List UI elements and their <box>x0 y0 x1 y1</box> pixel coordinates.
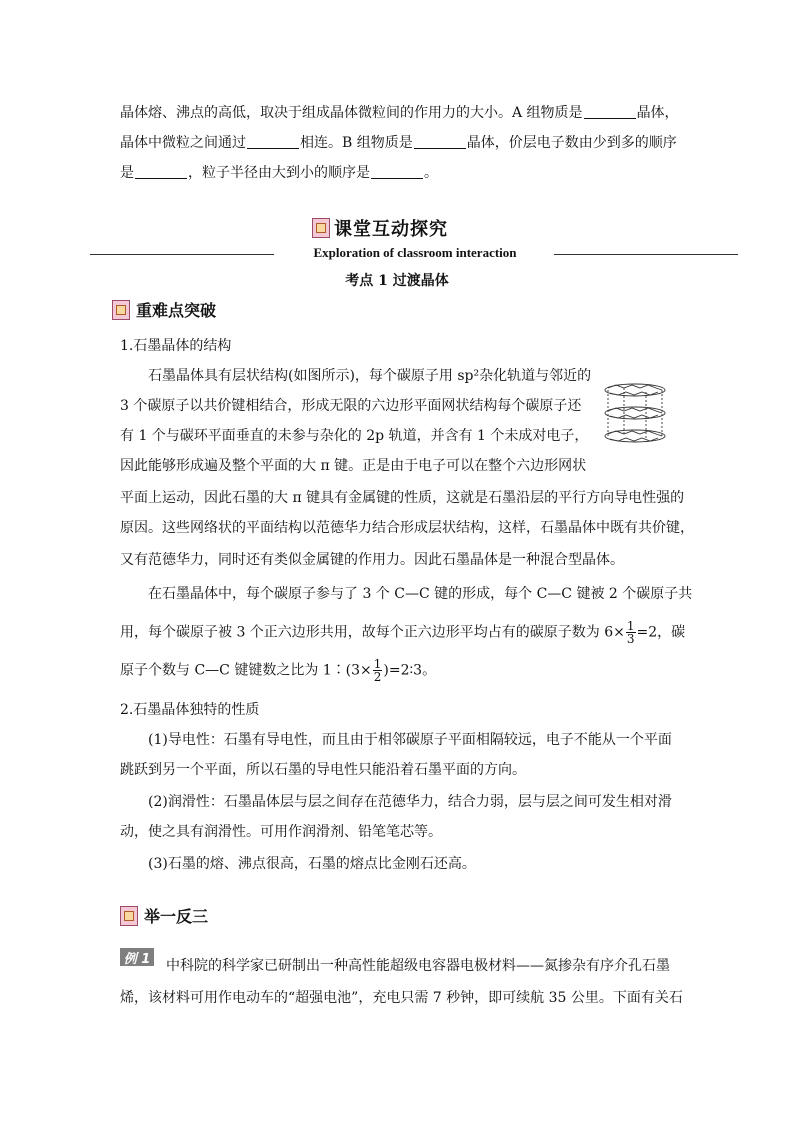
intro-line-1 <box>120 103 679 123</box>
paragraph-line: (1)导电性：石墨有导电性，而且由于相邻碳原子平面相隔较远，电子不能从一个平面 <box>148 732 672 748</box>
graphite-layer <box>605 430 665 442</box>
section-title-label: 课堂互动探究 <box>334 219 448 240</box>
text-span: 是 <box>120 165 134 181</box>
badge-icon <box>112 300 130 320</box>
paragraph-line: 在石墨晶体中，每个碳原子参与了 3 个 C—C 键的形成，每个 C—C 键被 2 个碳原子共 <box>148 586 693 602</box>
text-span: 原子个数与 C—C 键键数之比为 1∶(3× <box>120 662 372 679</box>
fraction <box>626 620 636 645</box>
text-span: =2，碳 <box>636 624 686 641</box>
paragraph-line: 动，使之具有润滑性。可用作润滑剂、铅笔笔芯等。 <box>120 824 442 840</box>
text-span: 晶体， <box>636 105 679 121</box>
text-span: 晶体中微粒之间通过 <box>120 135 246 151</box>
divider <box>554 254 738 255</box>
answer-blank[interactable] <box>135 164 187 179</box>
graphite-layer <box>605 384 665 396</box>
graphite-structure-figure <box>600 378 670 448</box>
section-title <box>312 216 448 240</box>
paragraph-line <box>120 658 436 683</box>
subsection-heading: 1.石墨晶体的结构 <box>120 338 232 354</box>
paragraph-line: (3)石墨的熔、沸点很高，石墨的熔点比金刚石还高。 <box>148 856 476 872</box>
fraction-numerator: 1 <box>373 657 382 671</box>
key-points-label: 重难点突破 <box>136 301 217 320</box>
section-subtitle: Exploration of classroom interaction <box>313 245 517 260</box>
text-span: )=2∶3。 <box>383 662 437 679</box>
book-icon <box>312 218 330 238</box>
paragraph-line: 因此能够形成遍及整个平面的大 π 键。正是由于电子可以在整个六边形网状 <box>120 458 587 474</box>
example-tag: 例 1 <box>120 948 154 966</box>
paragraph-line: (2)润滑性：石墨晶体层与层之间存在范德华力，结合力弱，层与层之间可发生相对滑 <box>148 794 672 810</box>
answer-blank[interactable] <box>247 134 299 149</box>
text-span: 晶体，价层电子数由少到多的顺序 <box>466 135 677 151</box>
example-line: 烯，该材料可用作电动车的“超强电池”，充电只需 7 秒钟，即可续航 35 公里。下面有关石 <box>120 990 683 1006</box>
graphite-layer <box>605 407 665 419</box>
text-span: 用，每个碳原子被 3 个正六边形共用，故每个正六边形平均占有的碳原子数为 6× <box>120 624 625 641</box>
answer-blank[interactable] <box>371 164 423 179</box>
fraction-denominator: 2 <box>373 670 382 684</box>
text-span: 。 <box>424 165 438 181</box>
paragraph-line: 平面上运动，因此石墨的大 π 键具有金属键的性质，这就是石墨沿层的平行方向导电性强的 <box>120 490 685 506</box>
intro-line-3 <box>120 163 438 183</box>
fraction-numerator: 1 <box>626 619 635 633</box>
practice-heading <box>120 904 208 927</box>
paragraph-line: 原因。这些网络状的平面结构以范德华力结合形成层状结构，这样，石墨晶体中既有共价键， <box>120 520 694 536</box>
fraction <box>373 658 383 683</box>
paragraph-line: 跳跃到另一个平面，所以石墨的导电性只能沿着石墨平面的方向。 <box>120 762 526 778</box>
paragraph-line: 有 1 个与碳环平面垂直的未参与杂化的 2p 轨道，并含有 1 个未成对电子， <box>120 428 589 444</box>
fraction-denominator: 3 <box>626 632 635 646</box>
point-title: 考点 1 过渡晶体 <box>345 273 449 289</box>
text-span: ，粒子半径由大到小的顺序是 <box>188 165 370 181</box>
text-span: 相连。B 组物质是 <box>300 135 413 151</box>
section-rule <box>90 244 738 264</box>
medal-icon <box>120 906 138 926</box>
answer-blank[interactable] <box>414 134 466 149</box>
example-line: 中科院的科学家已研制出一种高性能超级电容器电极材料——氮掺杂有序介孔石墨 <box>166 958 670 974</box>
interlayer-bonds <box>608 388 662 438</box>
answer-blank[interactable] <box>584 104 636 119</box>
paragraph-line <box>120 620 685 645</box>
paragraph-line: 又有范德华力，同时还有类似金属键的作用力。因此石墨晶体是一种混合型晶体。 <box>120 552 624 568</box>
paragraph-line: 3 个碳原子以共价键相结合，形成无限的六边形平面网状结构每个碳原子还 <box>120 398 582 414</box>
paragraph-line: 石墨晶体具有层状结构(如图所示)，每个碳原子用 sp²杂化轨道与邻近的 <box>148 368 592 384</box>
text-span: 晶体熔、沸点的高低，取决于组成晶体微粒间的作用力的大小。A 组物质是 <box>120 105 583 121</box>
divider <box>90 254 274 255</box>
subsection-heading: 2.石墨晶体独特的性质 <box>120 702 260 718</box>
practice-label: 举一反三 <box>144 907 209 926</box>
intro-line-2 <box>120 133 677 153</box>
key-points-heading <box>112 298 216 321</box>
